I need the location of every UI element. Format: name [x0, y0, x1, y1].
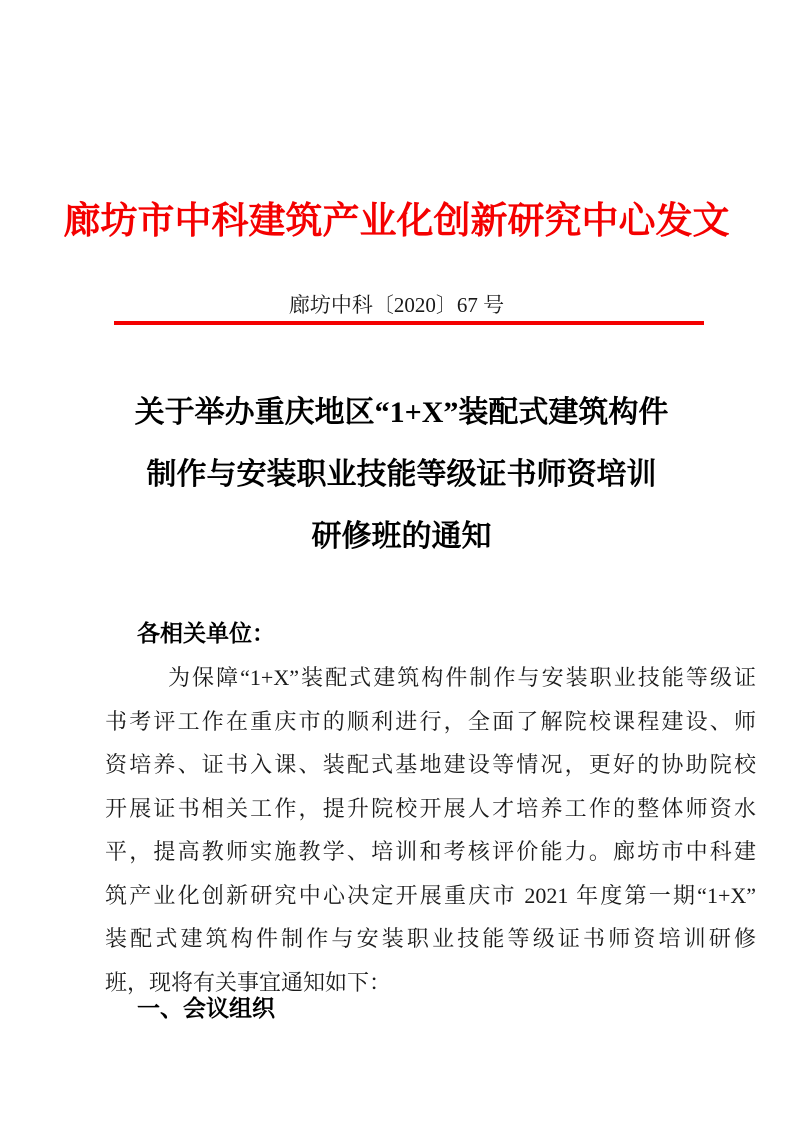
document-title-line-2: 制作与安装职业技能等级证书师资培训 — [146, 458, 657, 491]
issuer-title: 廊坊市中科建筑产业化创新研究中心发文 — [63, 201, 730, 242]
paragraph-line: 开展证书相关工作，提升院校开展人才培养工作的整体师资水 — [105, 795, 756, 821]
paragraph-line: 书考评工作在重庆市的顺利进行，全面了解院校课程建设、师 — [105, 708, 756, 734]
body-paragraph — [105, 656, 756, 1004]
paragraph-line: 装配式建筑构件制作与安装职业技能等级证书师资培训研修 — [105, 926, 756, 951]
document-title — [0, 382, 793, 568]
paragraph-line: 为保障“1+X”装配式建筑构件制作与安装职业技能等级证 — [168, 665, 756, 690]
paragraph-line: 资培养、证书入课、装配式基地建设等情况，更好的协助院校 — [105, 752, 756, 777]
document-title-line-1: 关于举办重庆地区“1+X”装配式建筑构件 — [134, 396, 669, 429]
document-title-line-3: 研修班的通知 — [311, 520, 492, 553]
doc-number: 廊坊中科〔2020〕67 号 — [288, 293, 505, 317]
paragraph-line: 平，提高教师实施教学、培训和考核评价能力。廊坊市中科建 — [105, 839, 756, 864]
red-separator-line — [114, 321, 704, 325]
section-heading: 一、会议组织 — [137, 995, 275, 1021]
paragraph-line: 班，现将有关事宜通知如下： — [105, 969, 392, 995]
paragraph-line: 筑产业化创新研究中心决定开展重庆市 2021 年度第一期“1+X” — [105, 882, 756, 908]
salutation: 各相关单位： — [137, 620, 275, 646]
